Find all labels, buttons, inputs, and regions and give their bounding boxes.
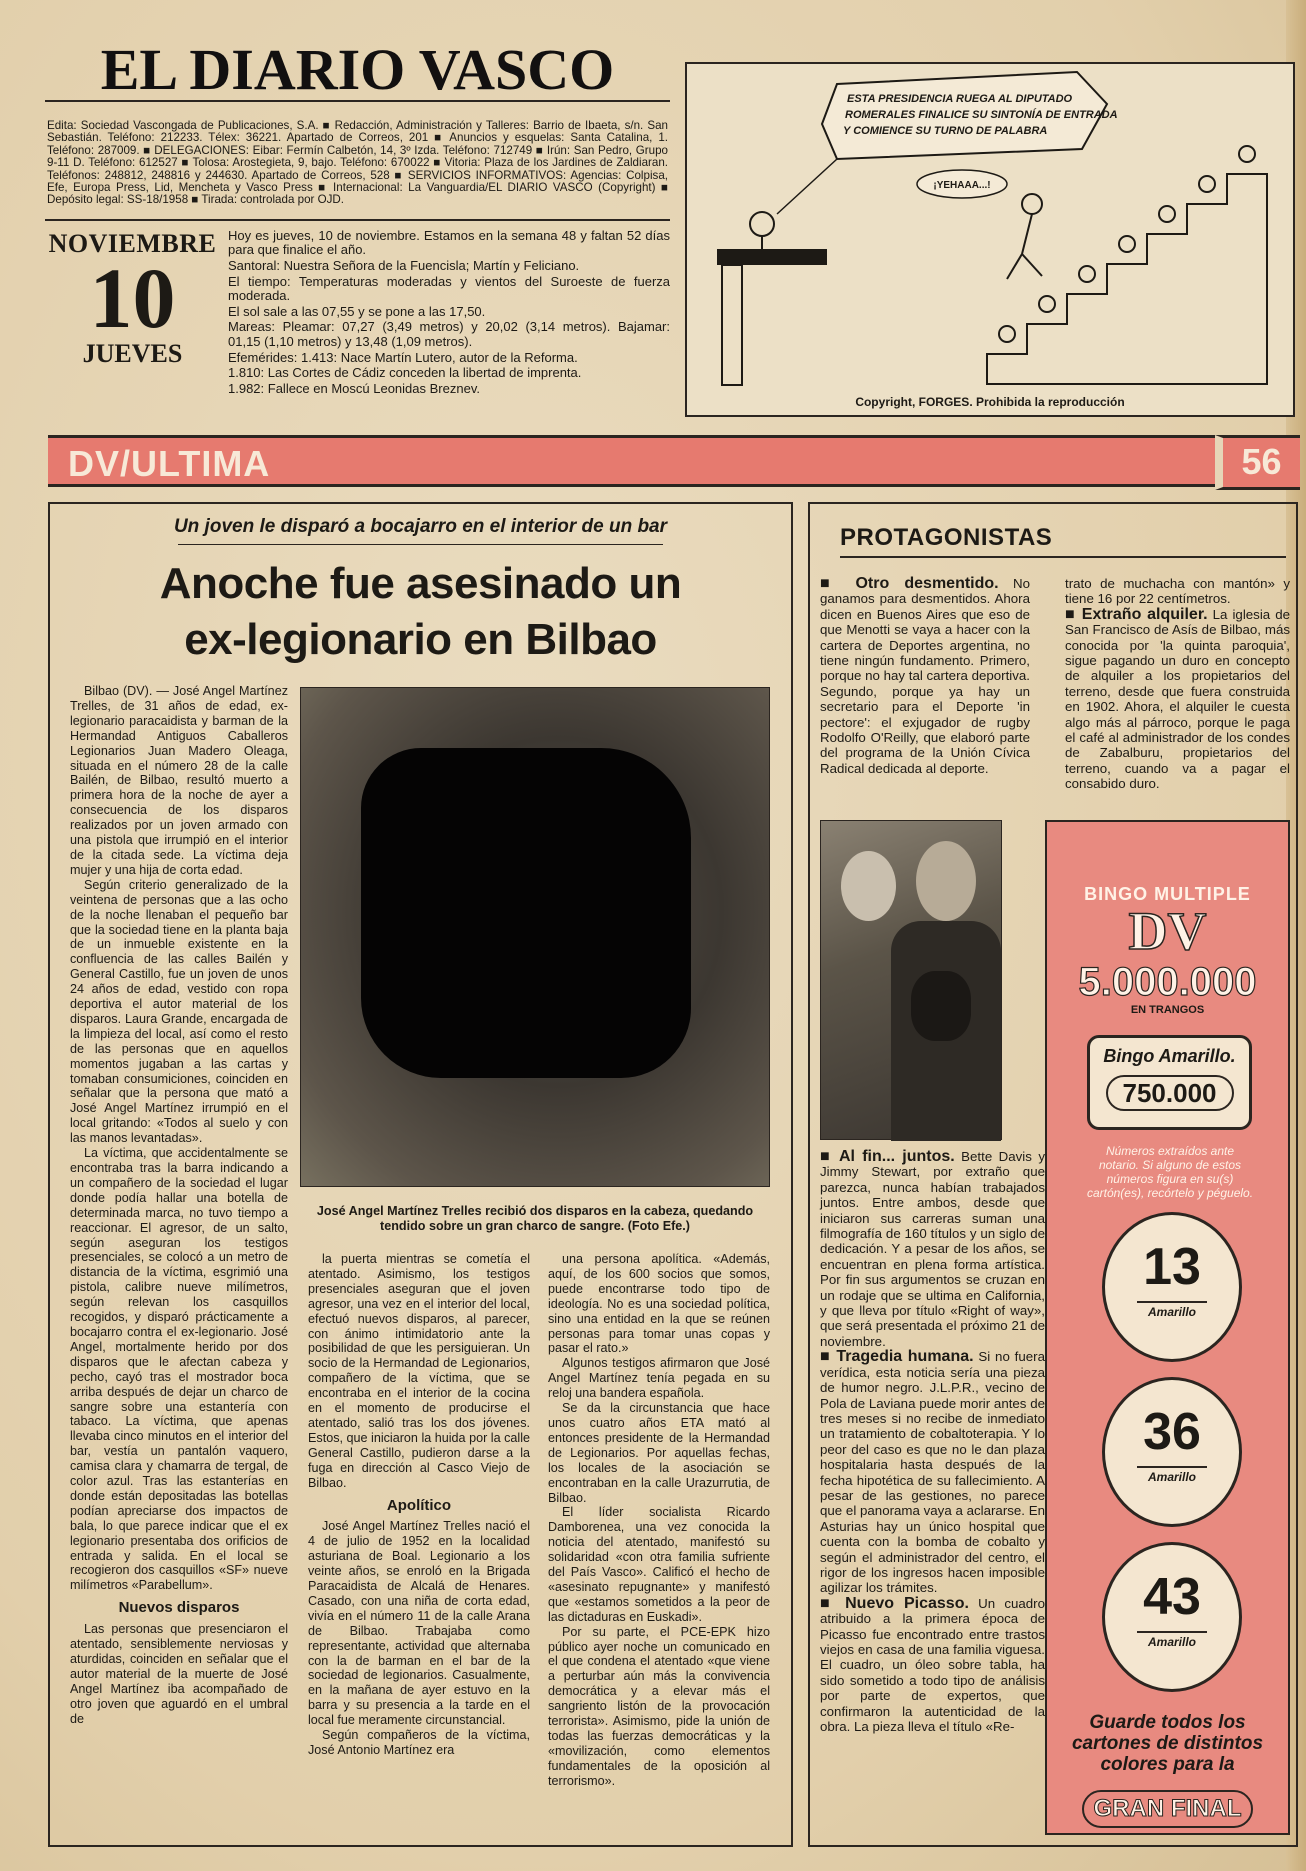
date-column xyxy=(45,229,220,398)
article-column-1 xyxy=(70,684,288,1727)
article-paragraph: la puerta mientras se cometía el atentado. Asimismo, los testigos presenciales aseguran que el joven agresor, una vez en el interior del local, efectuó nuevos disparos, al parecer, con ánimo intimidatorio ante la posibilidad de que les persiguieran. Un socio de la Hermandad de Legionarios, compañero de la víctima, que se encontraba en el interior de la cocina en el momento de producirse el atentado, salió tras los dos jóvenes. Estos, que iniciaron la huida por la calle General Castillo, pudieron darse a la fuga en dirección al Casco Viejo de Bilbao. xyxy=(308,1252,530,1490)
ball-number: 13 xyxy=(1143,1238,1201,1296)
item-lead: ■ Extraño alquiler. xyxy=(1065,605,1208,623)
date-box xyxy=(45,219,670,398)
headline-line-1: Anoche fue asesinado un xyxy=(159,559,682,608)
article-headline xyxy=(50,556,791,668)
ball-label: Amarillo xyxy=(1137,1466,1207,1484)
bingo-ball xyxy=(1102,1377,1242,1527)
bingo-subtitle: EN TRANGOS xyxy=(1130,1004,1205,1016)
item-al-fin-juntos xyxy=(820,1149,1045,1349)
cartoon-speech-2: ¡YEHAAA...! xyxy=(933,180,991,191)
almanac-efemerides-3: 1.982: Fallece en Moscú Leonidas Breznev. xyxy=(228,380,480,396)
article-photo xyxy=(300,687,770,1187)
photo-face xyxy=(841,851,896,921)
article-paragraph: Algunos testigos afirmaron que José Angel Martínez tenía pegada en su reloj una bandera española. xyxy=(548,1356,770,1401)
almanac-efemerides-1: Efemérides: 1.413: Nace Martín Lutero, autor de la Reforma. xyxy=(228,349,578,365)
item-continuation: trato de muchacha con mantón» y tiene 16 por 22 centímetros. xyxy=(1065,576,1290,607)
date-weekday: JUEVES xyxy=(82,338,183,368)
page-number-box xyxy=(1215,435,1300,490)
almanac-today: Hoy es jueves, 10 de noviembre. Estamos en la semana 48 y faltan 52 días para que finalice el año. xyxy=(228,227,670,258)
article-paragraph: José Angel Martínez Trelles nació el 4 de julio de 1952 en la localidad asturiana de Boal. Legionario a los veinte años, se enroló en la Brigada Paracaidista de Alcalá de Henares. Casado, con una niña de corta edad, vivía en el número 11 de la calle Arana de Bilbao. Trabajaba como representante, actividad que alternaba con la de barman en el bar de la sociedad de legionarios. Casualmente, en la mañana de ayer estuvo en la barra y su presencia a la tarde en el local fue meramente circunstancial. xyxy=(308,1519,530,1728)
davis-stewart-photo xyxy=(820,820,1002,1140)
almanac-tides: Mareas: Pleamar: 07,27 (3,49 metros) y 20,02 (3,14 metros). Bajamar: 01,15 (1,10 metros) y 13,48 (1,09 metros). xyxy=(228,319,670,349)
item-text: Bette Davis y Jimmy Stewart, por extraño que parezca, nunca habían trabajados juntos. Entre ambos, desde que iniciaron sus carreras suman una filmografía de 160 títulos y un siglo de dedicación. Y a pesar de los años, se encuentran en plena forma artística. Por fin sus argumentos se cruzan en un rodaje que se ultima en California, y que lleva por título «Right of way», que será presentada el próximo 21 de noviembre. xyxy=(820,1149,1045,1349)
bingo-advertisement xyxy=(1045,820,1290,1835)
bingo-prize: 5.000.000 xyxy=(1078,960,1257,1004)
newspaper-logo: EL DIARIO VASCO xyxy=(45,30,670,102)
almanac-efemerides-2: 1.810: Las Cortes de Cádiz conceden la libertad de imprenta. xyxy=(228,365,582,381)
photo-face xyxy=(916,841,976,921)
title-rule xyxy=(840,556,1286,558)
article-paragraph: Bilbao (DV). — José Angel Martínez Trelles, de 31 años de edad, ex-legionario paracaidista y barman de la Hermandad Antiguos Caballeros Legionarios Juan Madero Oleaga, situada en el número 28 de la calle Bailén, de Bilbao, resultó muerto a primera hora de la noche de ayer a consecuencia de los disparos realizados por un joven armado con una pistola que irrumpió en el interior de la citada sede. La víctima deja mujer y una hija de corta edad. xyxy=(70,684,288,877)
article-paragraph: Por su parte, el PCE-EPK hizo público ayer noche un comunicado en el que condena el atentado «que viene a perturbar aún más la convivencia democrática y a elevar más el sangriento listón de la provocación terrorista». Asimismo, pide la unión de todas las fuerzas democráticas y la «movilización, como elementos fundamentales de la oposición al terrorismo». xyxy=(548,1624,770,1788)
kicker-rule xyxy=(178,544,663,545)
bingo-note: Números extraídos ante notario. Si alguno de estos números figura en su(s) cartón(es), recórtelo y péguelo. xyxy=(1086,1144,1254,1200)
item-text: Un cuadro atribuido a la primera época de Picasso fue encontrado entre trastos viejos en casa de una familia viguesa. El cuadro, un óleo sobre tabla, ha sido sometido a todo tipo de análisis por parte de expertos, que confirmaron la autenticidad de la obra. La pieza lleva el título «Re- xyxy=(820,1595,1045,1735)
item-lead: ■ Otro desmentido. xyxy=(820,575,999,592)
item-text: Si no fuera verídica, esta noticia sería una pieza de humor negro. J.L.P.R., vecino de Pola de Laviana puede morir antes de tres meses si no recibe de inmediato un tratamiento de cobaltoterapia. Y lo peor del caso es que no le dan plaza hospitalaria hasta después de la fecha hipotética de su fallecimiento. A pesar de las gestiones, no parece que el panorama vaya a aclararse. En Asturias hay un único hospital que cuenta con la bomba de cobalto y según el administrador del centro, el rigor de los ingresos hacen imposible agilizar los trámites. xyxy=(820,1349,1045,1596)
bingo-title: BINGO MULTIPLE xyxy=(1084,884,1251,904)
item-lead: ■ Nuevo Picasso. xyxy=(820,1594,969,1612)
article-paragraph: Las personas que presenciaron el atentado, sensiblemente nerviosas y aturdidas, coinciden en señalar que el autor material de la muerte de José Angel Martínez iba acompañado de otro joven que aguardó en el umbral de xyxy=(70,1622,288,1726)
article-paragraph: una persona apolítica. «Además, aquí, de los 600 socios que somos, puede encontrarse todo tipo de ideología. No es una sociedad política, sino una entidad en la que se reúnen personas para tomar unas copas y pasar el rato.» xyxy=(548,1252,770,1356)
bingo-ball xyxy=(1102,1212,1242,1362)
item-lead: ■ Tragedia humana. xyxy=(820,1348,974,1366)
almanac-weather: El tiempo: Temperaturas moderadas y vientos del Suroeste de fuerza moderada. xyxy=(228,273,670,304)
photo-cat xyxy=(911,971,971,1041)
protagonistas-column-1b xyxy=(820,1149,1045,1734)
article-column-3 xyxy=(548,1252,770,1789)
item-text: No ganamos para desmentidos. Ahora dicen en Buenos Aires que eso de que Menotti se vaya a hacer con la cartera de Deportes argentina, no tiene ningún fundamento. Primero, porque no hay tal cartera deportiva. Segundo, porque ya hay un secretario para el Deporte 'in pectore': el exjugador de rugby Rodolfo O'Reilly, que elaboró parte del programa de la Unión Cívica Radical dedicada al deporte. xyxy=(820,576,1031,776)
section-bar xyxy=(48,435,1248,487)
protagonistas-column-2 xyxy=(1065,576,1290,792)
bingo-amarillo-box xyxy=(1087,1035,1252,1130)
cartoon-copyright: Copyright, FORGES. Prohibida la reproducción xyxy=(855,395,1125,409)
ball-label: Amarillo xyxy=(1137,1301,1207,1319)
headline-line-2: ex-legionario en Bilbao xyxy=(184,615,657,664)
subhead-nuevos-disparos: Nuevos disparos xyxy=(118,1599,240,1617)
article-paragraph: Según compañeros de la víctima, José Antonio Martínez era xyxy=(308,1728,530,1757)
ball-label: Amarillo xyxy=(1137,1631,1207,1649)
bingo-brand: DV xyxy=(1128,901,1207,961)
bingo-box-title: Bingo Amarillo. xyxy=(1103,1046,1236,1066)
item-nuevo-picasso xyxy=(820,1596,1045,1735)
item-tragedia-humana xyxy=(820,1349,1045,1596)
cartoon-speech-1: ESTA PRESIDENCIA RUEGA AL DIPUTADO ROMERALES FINALICE SU SINTONÍA DE ENTRADA Y COMIENCE SU TURNO DE PALABRA xyxy=(843,93,1118,137)
redacted-area xyxy=(361,748,691,1078)
article-paragraph: El líder socialista Ricardo Damborenea, una vez conocida la noticia del atentado, manifestó su solidaridad «con otra familia sufriente del País Vasco». Calificó el hecho de «asesinato repugnante» y manifestó que «estamos sometidos a la peor de las dictaduras en Euskadi». xyxy=(548,1505,770,1624)
article-paragraph: Se da la circunstancia que hace unos cuatro años ETA mató al entonces presidente de la Hermandad de Legionarios. Por aquellas fechas, los locales de la asociación se encontraban en la calle Urazurrutia, de Bilbao. xyxy=(548,1401,770,1505)
item-text: La iglesia de San Francisco de Asís de Bilbao, más conocida por 'la quinta paroquia', sigue pagando un duro en concepto de alquiler a los propietarios del terreno, desde que fuera construida en 1902. Ahora, el alquiler le cuesta algo más al párroco, porque le paga el café al administrador de los condes de Zabalburu, propietarios del terreno, cuando va a pagar el consabido duro. xyxy=(1065,606,1290,792)
almanac-sun: El sol sale a las 07,55 y se pone a las 17,50. xyxy=(228,303,486,319)
bingo-ball xyxy=(1102,1542,1242,1692)
bingo-gran-final: GRAN FINAL xyxy=(1082,1790,1253,1828)
article-paragraph: La víctima, que accidentalmente se encontraba tras la barra indicando a un compañero de la sociedad el lugar donde podía hallar una botella de determinada marca, no tuvo tiempo a reaccionar. El agresor, de un salto, según aseguran los testigos presenciales, se colocó a un metro de distancia de la víctima, esgrimió una pistola, calibre nueve milímetros, según relevan los casquillos recogidos, y disparó prácticamente a bocajarro contra el ex-legionario. José Angel, mortalmente herido por dos disparos que le afectan cabeza y pecho, cayó tras el mostrador boca arriba después de dejar un charco de sangre sobre una estantería con tabaco. La víctima, que apenas llevaba cinco minutos en el interior del bar, vestía un pantalón vaquero, camisa clara y chamarra de tergal, de color azul. Tras las estanterías en donde están depositadas las botellas podían apreciarse dos impactos de bala, lo que parece indicar que el ex legionario presentaba dos orificios de entrada y salida. En el local se recogieron dos casquillos «SF» nueve milímetros «Parabellum». xyxy=(70,1146,288,1593)
item-lead: ■ Al fin... juntos. xyxy=(820,1148,955,1165)
masthead xyxy=(45,30,670,430)
article-paragraph: Según criterio generalizado de la veintena de personas que a las ocho de la noche llenaban el pequeño bar que la sociedad tiene en la planta baja de un inmueble existente en la confluencia de las calles Bailén y General Castillo, fue un joven de unos 24 años de edad, vestido con ropa deportiva el autor material de los disparos. Laura Grande, encargada de la limpieza del local, así como el resto de las personas que en aquellos momentos jugaban a las cartas y tomaban consumiciones, coinciden en señalar que la persona que mató a José Angel Martínez irrumpió en el local gritando: «Todos al suelo y con las manos levantadas». xyxy=(70,877,288,1146)
protagonistas-column-1 xyxy=(820,576,1030,776)
bingo-box-amount: 750.000 xyxy=(1106,1075,1234,1111)
protagonistas-title: PROTAGONISTAS xyxy=(840,524,1053,551)
cartoon-drawing xyxy=(687,64,1293,415)
publisher-credits: Edita: Sociedad Vascongada de Publicaciones, S.A. ■ Redacción, Administración y Talleres: Barrio de Ibaeta, s/n. San Sebastián. Teléfono: 212233. Télex: 36221. Apartado de Correos, 201 ■ Anuncios y esquelas: Santa Catalina, 1. Teléfono: 287009. ■ DELEGACIONES: Eibar: Fermín Calbetón, 14, 3º Izda. Teléfono: 712749 ■ Irún: San Pedro, Grupo 9-11 D. Teléfono: 612527 ■ Tolosa: Arostegieta, 9, bajo. Teléfono: 670022 ■ Vitoria: Plaza de los Jardines de Zaldiaran. Teléfonos: 248812, 248816 y 244630. Apartado de Correos, 528 ■ SERVICIOS INFORMATIVOS: Agencias: Colpisa, Efe, Europa Press, Lid, Mencheta y Vasco Press ■ Internacional: La Vanguardia/EL DIARIO VASCO (Copyright) ■ Depósito legal: SS-18/1958 ■ Tirada: controlada por OJD. xyxy=(47,119,668,207)
ball-number: 36 xyxy=(1143,1403,1201,1461)
almanac-santoral: Santoral: Nuestra Señora de la Fuencisla; Martín y Feliciano. xyxy=(228,258,580,274)
main-article xyxy=(48,502,793,1847)
item-extrano-alquiler xyxy=(1065,607,1290,792)
almanac xyxy=(220,229,670,398)
article-column-2 xyxy=(308,1252,530,1758)
date-day: 10 xyxy=(89,249,176,346)
page-number: 56 xyxy=(1241,441,1282,482)
section-title: DV/ULTIMA xyxy=(68,443,271,484)
ball-number: 43 xyxy=(1143,1568,1201,1626)
subhead-apolitico: Apolítico xyxy=(386,1496,452,1514)
photo-caption: José Angel Martínez Trelles recibió dos disparos en la cabeza, quedando tendido sobre un gran charco de sangre. (Foto Efe.) xyxy=(316,1204,754,1233)
editorial-cartoon xyxy=(685,62,1295,417)
date-month: NOVIEMBRE xyxy=(48,228,217,258)
article-kicker: Un joven le disparó a bocajarro en el interior de un bar xyxy=(173,516,668,537)
bingo-footer: Guarde todos los cartones de distintos colores para la xyxy=(1071,1712,1264,1775)
item-otro-desmentido xyxy=(820,576,1030,776)
